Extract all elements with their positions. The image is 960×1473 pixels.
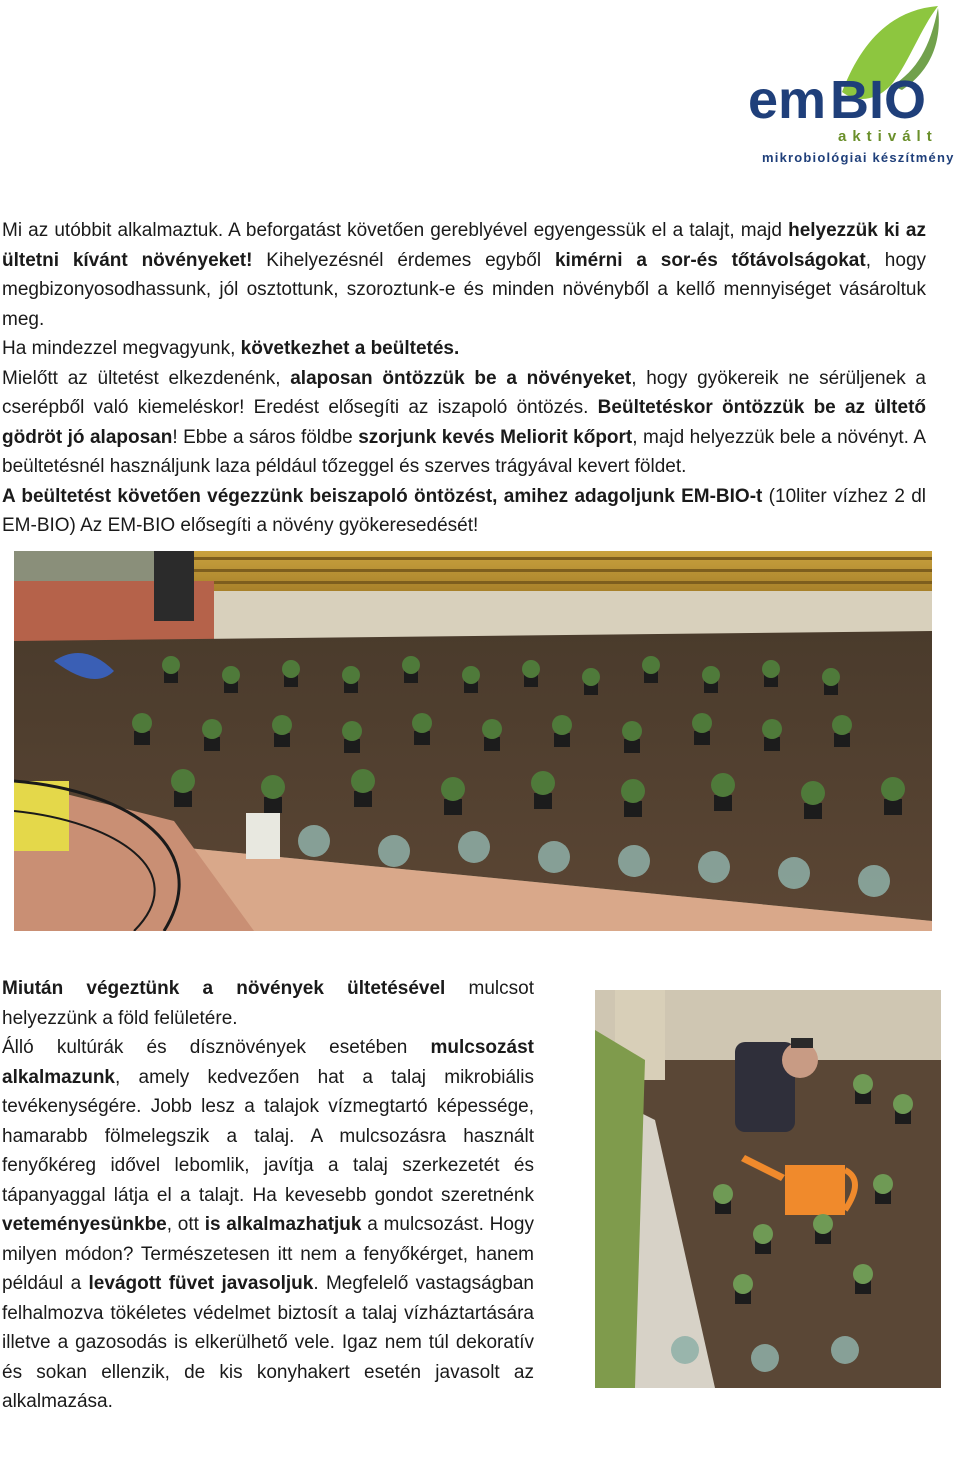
- logo-em: em: [748, 70, 827, 130]
- intro-text-block: [2, 216, 926, 541]
- gardener-watering-photo: [595, 990, 941, 1388]
- garden-bed-illustration: [14, 551, 932, 931]
- logo-bio: BIO: [830, 70, 927, 130]
- embio-logo-graphic: [742, 0, 956, 168]
- paragraph-mulch-intro: Miután végeztünk a növények ültetésével mulcsot helyezzünk a föld felületére.: [2, 978, 534, 1029]
- paragraph-planting-next: Ha mindezzel megvagyunk, következhet a beültetés.: [2, 338, 460, 359]
- paragraph-arrange-plants: Mi az utóbbit alkalmaztuk. A beforgatást követően gereblyével egyengessük el a talajt, majd helyezzük ki az ültetni kívánt növényeket! Kihelyezésnél érdemes egyből kimérni a sor-és tőtávolságokat, hogy megbizonyosodhassunk, jól osztottunk, szoroztunk-e és minden növényből a kellő mennyiséget vásároltuk meg.: [2, 220, 927, 330]
- embio-logo: [742, 0, 956, 168]
- garden-bed-photo: [14, 551, 932, 931]
- paragraph-mulch-details: Álló kultúrák és dísznövények esetében mulcsozást alkalmazunk, amely kedvezően hat a talaj mikrobiális tevékenységére. Jobb lesz a talajok vízmegtartó képessége, hamarabb fölmelegszik a talaj. A mulcsozásra használt fenyőkéreg idővel lebomlik, javítja a talaj szerkezetét és tápanyaggal látja el a talajt. Ha kevesebb gondot szeretnénk veteményesünkbe, ott is alkalmazhatjuk a mulcsozást. Hogy milyen módon? Természetesen itt nem a fenyőkérget, hanem például a levágott füvet javasoljuk. Megfelelő vastagságban felhalmozva tökéletes védelmet biztosít a talaj vízháztartására illetve a gazosodás is elkerülhető vele. Igaz nem túl dekoratív és sokan ellenzik, de kis konyhakert esetén javasolt az alkalmazása.: [2, 1037, 534, 1412]
- paragraph-watering: Mielőtt az ültetést elkezdenénk, alaposan öntözzük be a növényeket, hogy gyökereik ne sérüljenek a cserépből való kiemeléskor! Eredést elősegíti az iszapoló öntözés. Beültetéskor öntözzük be az ültető gödröt jó alaposan! Ebbe a sáros földbe szorjunk kevés Meliorit kőport, majd helyezzük bele a növényt. A beültetésnél használjunk laza például tőzeggel és szerves trágyával kevert földet.: [2, 367, 927, 477]
- gardener-watering-illustration: [595, 990, 941, 1388]
- mulch-text-block: [2, 974, 534, 1417]
- gardener-figure: [154, 551, 194, 621]
- logo-tagline: aktivált: [838, 128, 938, 145]
- logo-subtitle: mikrobiológiai készítmény: [762, 150, 955, 165]
- paragraph-embio-dose: A beültetést követően végezzünk beiszapoló öntözést, amihez adagoljunk EM-BIO-t (10liter vízhez 2 dl EM-BIO) Az EM-BIO elősegíti a növény gyökeresedését!: [2, 485, 926, 536]
